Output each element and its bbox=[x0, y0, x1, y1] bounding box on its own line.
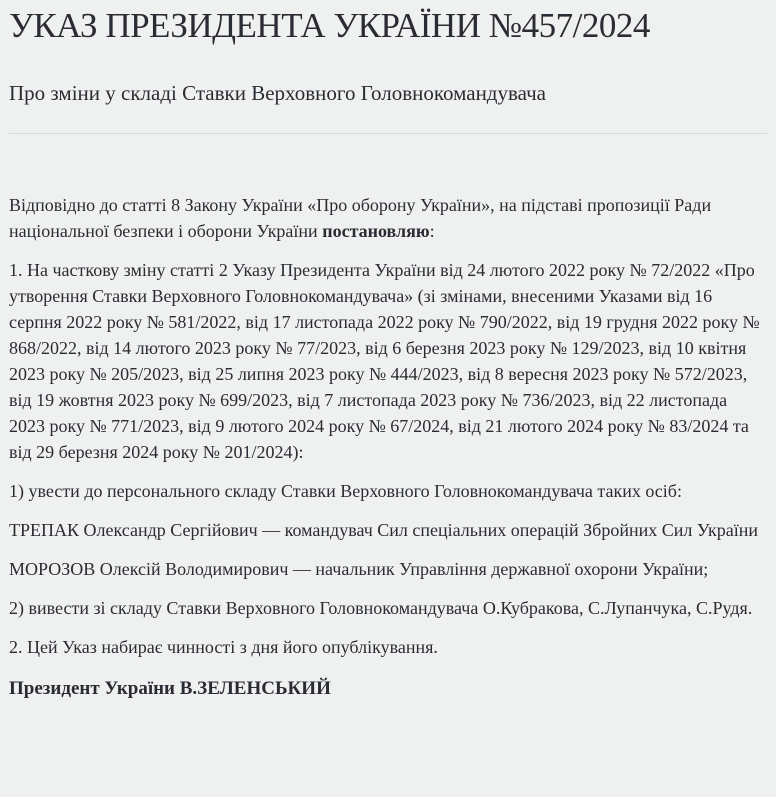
page-title: УКАЗ ПРЕЗИДЕНТА УКРАЇНИ №457/2024 bbox=[9, 6, 650, 45]
preamble-suffix: : bbox=[429, 221, 435, 241]
decree-subtitle: Про зміни у складі Ставки Верховного Головнокомандувача bbox=[9, 80, 546, 105]
paragraph-subpoint-1: 1) увести до персонального складу Ставки Верховного Головнокомандувача таких осіб: bbox=[9, 481, 682, 501]
paragraph-subpoint-2: 2) вивести зі складу Ставки Верховного Головнокомандувача О.Кубракова, С.Лупанчука, С.Рудя. bbox=[9, 598, 753, 618]
preamble-bold-term: постановляю bbox=[322, 221, 430, 241]
preamble-paragraph bbox=[9, 192, 767, 244]
signature-line: Президент України В.ЗЕЛЕНСЬКИЙ bbox=[9, 678, 331, 699]
preamble-text: Відповідно до статті 8 Закону України «Про оборону України», на підставі пропозиції Ради національної безпеки і оборони України bbox=[9, 195, 712, 241]
paragraph-person-trepak: ТРЕПАК Олександр Сергійович — командувач Сил спеціальних операцій Збройних Сил України bbox=[9, 520, 759, 540]
paragraph-point-2: 2. Цей Указ набирає чинності з дня його опублікування. bbox=[9, 637, 438, 657]
paragraph-person-morozov: МОРОЗОВ Олексій Володимирович — начальник Управління державної охорони України; bbox=[9, 559, 709, 579]
divider bbox=[9, 133, 767, 134]
paragraph-point-1: 1. На часткову зміну статті 2 Указу Президента України від 24 лютого 2022 року № 72/2022 «Про утворення Ставки Верховного Головнокомандувача» (зі змінами, внесеними Указами від 16 серпня 2022 року № 581/2022, від 17 листопада 2022 року № 790/2022, від 19 грудня 2022 року № 868/2022, від 14 лютого 2023 року № 77/2023, від 6 березня 2023 року № 129/2023, від 10 квітня 2023 року № 205/2023, від 25 липня 2023 року № 444/2023, від 8 вересня 2023 року № 572/2023, від 19 жовтня 2023 року № 699/2023, від 7 листопада 2023 року № 736/2023, від 22 листопада 2023 року № 771/2023, від 9 лютого 2024 року № 67/2024, від 21 лютого 2024 року № 83/2024 та від 29 березня 2024 року № 201/2024): bbox=[9, 260, 760, 462]
